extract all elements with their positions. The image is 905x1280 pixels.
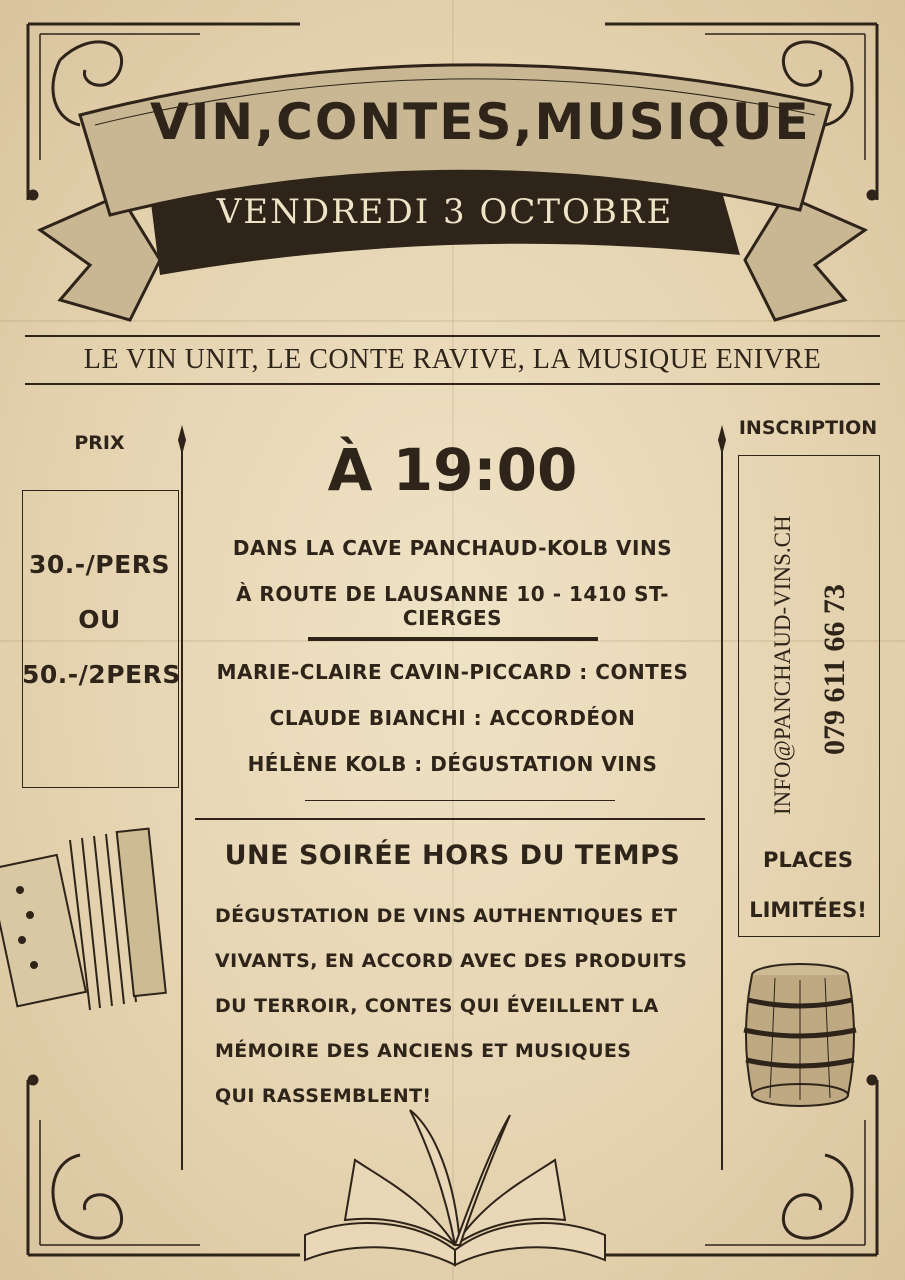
- email-link[interactable]: INFO@PANCHAUD-VINS.CH: [770, 515, 795, 815]
- vertical-divider: [712, 420, 732, 1180]
- event-title: VIN,CONTES,MUSIQUE: [150, 93, 811, 151]
- divider: [195, 818, 705, 820]
- event-date: VENDREDI 3 OCTOBRE: [216, 192, 674, 232]
- open-book-icon: [295, 1100, 615, 1270]
- price-line: 30.-/PERS: [29, 550, 170, 579]
- description-line: DÉGUSTATION DE VINS AUTHENTIQUES ET: [215, 905, 678, 927]
- price-label: PRIX: [74, 432, 125, 454]
- price-line: 50.-/2PERS: [22, 660, 181, 689]
- places-line: PLACES: [763, 848, 853, 872]
- vertical-divider: [172, 420, 192, 1180]
- description-line: VIVANTS, EN ACCORD AVEC DES PRODUITS: [215, 950, 688, 972]
- places-line: LIMITÉES!: [749, 898, 867, 922]
- divider: [25, 383, 880, 385]
- performer-line: HÉLÈNE KOLB : DÉGUSTATION VINS: [247, 752, 658, 776]
- description-line: QUI RASSEMBLENT!: [215, 1085, 432, 1107]
- divider: [25, 335, 880, 337]
- price-line: OU: [78, 605, 121, 634]
- barrel-icon: [740, 960, 860, 1110]
- price-box: [22, 490, 179, 788]
- description-line: DU TERROIR, CONTES QUI ÉVEILLENT LA: [215, 995, 659, 1017]
- event-time: À 19:00: [327, 436, 578, 504]
- performer-line: CLAUDE BIANCHI : ACCORDÉON: [269, 706, 636, 730]
- accordion-icon: [0, 820, 170, 1020]
- venue-line: DANS LA CAVE PANCHAUD-KOLB VINS: [232, 536, 673, 560]
- description-line: MÉMOIRE DES ANCIENS ET MUSIQUES: [215, 1040, 632, 1062]
- venue-line: À ROUTE DE LAUSANNE 10 - 1410 ST-CIERGES: [235, 582, 669, 630]
- divider: [308, 637, 598, 641]
- registration-label: INSCRIPTION: [738, 417, 878, 439]
- phone-number[interactable]: 079 611 66 73: [818, 584, 851, 755]
- divider: [305, 800, 615, 801]
- performer-line: MARIE-CLAIRE CAVIN-PICCARD : CONTES: [216, 660, 689, 684]
- tagline: LE VIN UNIT, LE CONTE RAVIVE, LA MUSIQUE ENIVRE: [83, 344, 822, 375]
- headline: UNE SOIRÉE HORS DU TEMPS: [224, 840, 681, 871]
